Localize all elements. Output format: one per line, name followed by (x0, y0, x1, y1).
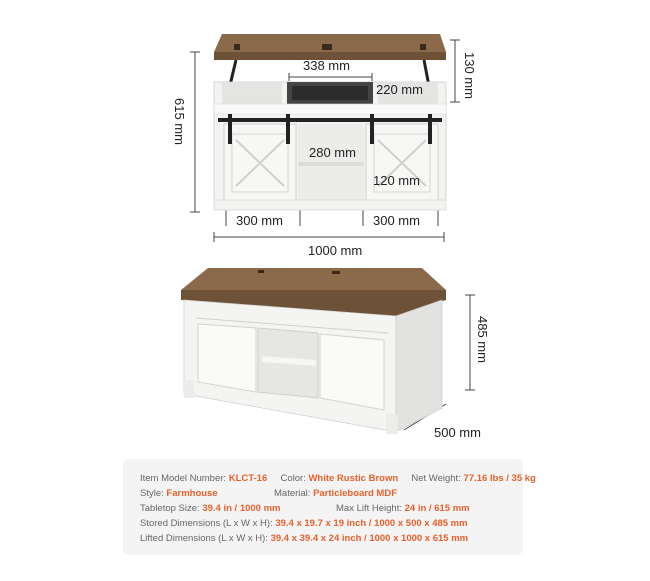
tabletop-value: 39.4 in / 1000 mm (202, 503, 281, 514)
stored-table (181, 268, 446, 434)
spec-row-4 (140, 518, 468, 529)
material-label: Material: (274, 488, 311, 499)
dim-130: 130 mm (462, 52, 477, 99)
dim-120: 120 mm (373, 173, 420, 188)
model-label: Item Model Number: (140, 473, 227, 484)
color-label: Color: (280, 473, 306, 484)
tabletop-label: Tabletop Size: (140, 503, 200, 514)
dim-220: 220 mm (376, 82, 423, 97)
weight-value: 77.16 lbs / 35 kg (463, 473, 536, 484)
dim-500: 500 mm (434, 425, 481, 440)
spec-panel (123, 459, 536, 555)
dim-300-right: 300 mm (373, 213, 420, 228)
spec-row-1 (140, 473, 536, 484)
color-value: White Rustic Brown (308, 473, 399, 484)
dim-1000: 1000 mm (308, 243, 363, 258)
spec-row-3 (140, 503, 281, 514)
dim-485: 485 mm (475, 316, 490, 363)
dim-280: 280 mm (309, 145, 356, 160)
model-value: KLCT-16 (228, 473, 268, 484)
lift-value: 24 in / 615 mm (404, 503, 470, 514)
material-value: Particleboard MDF (313, 488, 398, 499)
stored-label: Stored Dimensions (L x W x H): (140, 518, 273, 529)
spec-row-2 (140, 488, 218, 499)
style-value: Farmhouse (166, 488, 218, 499)
style-label: Style: (140, 488, 164, 499)
weight-label: Net Weight: (411, 473, 461, 484)
spec-row-3b (336, 503, 470, 514)
spec-row-5 (140, 533, 468, 544)
lifted-label: Lifted Dimensions (L x W x H): (140, 533, 268, 544)
spec-row-2b (274, 488, 397, 499)
lifted-value: 39.4 x 39.4 x 24 inch / 1000 x 1000 x 615 mm (270, 533, 469, 544)
stored-value: 39.4 x 19.7 x 19 inch / 1000 x 500 x 485 mm (275, 518, 468, 529)
lift-label: Max Lift Height: (336, 503, 402, 514)
dim-615: 615 mm (172, 98, 187, 145)
dim-300-left: 300 mm (236, 213, 283, 228)
dim-338: 338 mm (303, 58, 350, 73)
